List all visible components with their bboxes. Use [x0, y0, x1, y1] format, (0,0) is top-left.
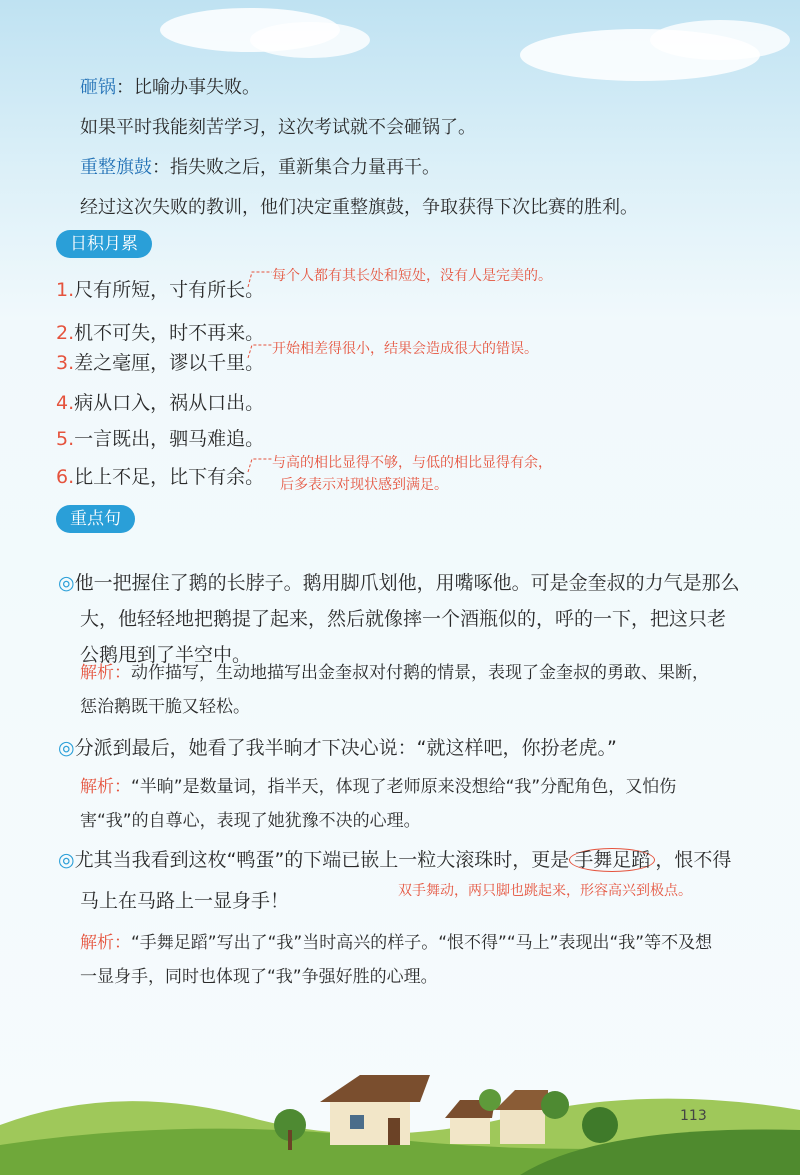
analysis-3: 解析：“手舞足蹈”写出了“我”当时高兴的样子。“恨不得”“马上”表现出“我”等不及想一显身手，同时也体现了“我”争强好胜的心理。 — [80, 933, 713, 987]
circled-phrase: 手舞足蹈 — [569, 848, 655, 872]
key-sentence-3: ◎尤其当我看到这枚“鸭蛋”的下端已嵌上一粒大滚珠时，更是 手舞足蹈 ，恨不得 — [58, 849, 732, 871]
proverb-6-note-2: 后多表示对现状感到满足。 — [280, 477, 448, 493]
proverb-3: 3.差之毫厘，谬以千里。 — [56, 352, 265, 374]
proverb-5: 5.一言既出，驷马难追。 — [56, 428, 265, 450]
section-tag-key-sentences: 重点句 — [56, 505, 135, 533]
proverb-1-note: 每个人都有其长处和短处，没有人是完美的。 — [272, 268, 552, 284]
key-sentence-1: ◎他一把握住了鹅的长脖子。鹅用脚爪划他，用嘴啄他。可是金奎叔的力气是那么大，他轻轻地把鹅提了起来，然后就像摔一个酒瓶似的，呼的一下，把这只老公鹅甩到了半空中。 — [58, 572, 740, 666]
vocab-1: 砸锅：比喻办事失败。 — [80, 77, 260, 98]
vocab-2-example: 经过这次失败的教训，他们决定重整旗鼓，争取获得下次比赛的胜利。 — [80, 197, 638, 218]
proverb-4: 4.病从口入，祸从口出。 — [56, 392, 265, 414]
proverb-3-note: 开始相差得很小，结果会造成很大的错误。 — [272, 341, 538, 357]
proverb-2: 2.机不可失，时不再来。 — [56, 322, 265, 344]
note-arrows — [0, 0, 800, 500]
vocab-1-example: 如果平时我能刻苦学习，这次考试就不会砸锅了。 — [80, 117, 476, 138]
proverb-6: 6.比上不足，比下有余。 — [56, 466, 265, 488]
landscape-illustration — [0, 1030, 800, 1175]
key-sentence-2: ◎分派到最后，她看了我半晌才下决心说：“就这样吧，你扮老虎。” — [58, 737, 617, 759]
proverb-1: 1.尺有所短，寸有所长。 — [56, 279, 265, 301]
proverb-6-note: 与高的相比显得不够，与低的相比显得有余， — [272, 455, 552, 471]
key-sentence-3-note: 双手舞动，两只脚也跳起来，形容高兴到极点。 — [398, 883, 692, 899]
analysis-2: 解析：“半晌”是数量词，指半天，体现了老师原来没想给“我”分配角色，又怕伤害“我”的自尊心，表现了她犹豫不决的心理。 — [80, 777, 677, 831]
page-number: 113 — [680, 1108, 707, 1124]
section-tag-daily: 日积月累 — [56, 230, 152, 258]
vocab-2: 重整旗鼓：指失败之后，重新集合力量再干。 — [80, 157, 440, 178]
key-sentence-3-cont: 马上在马路上一显身手！ — [80, 890, 290, 912]
analysis-1: 解析：动作描写，生动地描写出金奎叔对付鹅的情景，表现了金奎叔的勇敢、果断，惩治鹅既干脆又轻松。 — [80, 663, 709, 717]
